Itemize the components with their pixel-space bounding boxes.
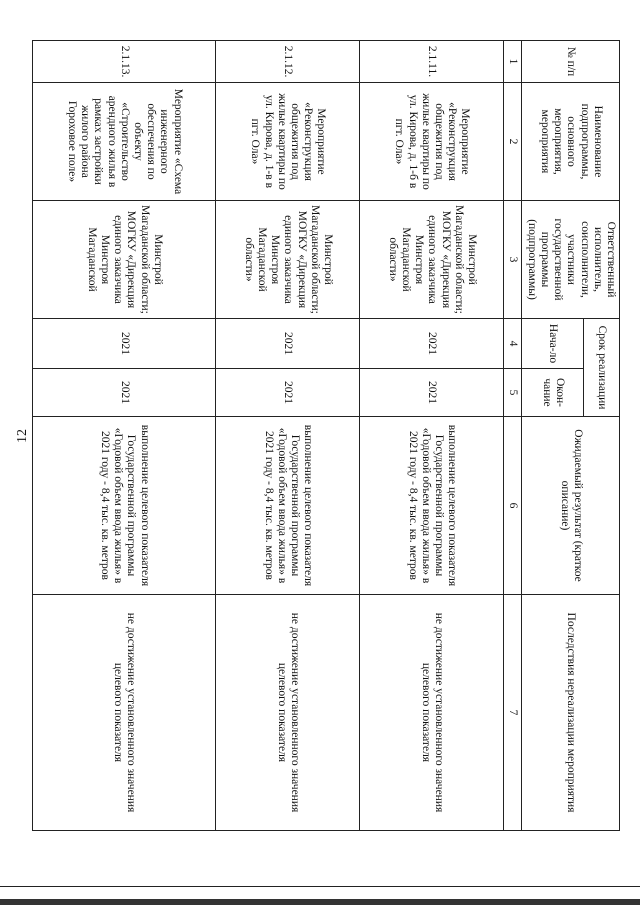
expected-result: выполнение целевого показателя Государственной программы «Годовой объем ввода жилья» в 2021 году - 8,4 тыс. кв. метров <box>216 417 360 595</box>
header-term: Срок реализации <box>584 319 620 417</box>
measure-name: Мероприятие «Реконструкция общежития под жилые квартиры по ул. Кирова, д. 1-в в пгт. Ола» <box>216 83 360 201</box>
measure-name: Мероприятие «Схема инженерного обеспечения по объекту «Строительство арендного жилья в рамках застройки жилого района Гороховое поле» <box>33 83 216 201</box>
consequences: не достижение установленного значения целевого показателя <box>216 595 360 831</box>
responsible-executor: Минстрой Магаданской области; МОГКУ «Дирекция единого заказчика Минстроя Магаданской <box>33 201 216 319</box>
rotated-page <box>65 40 620 830</box>
page-number: 12 <box>15 429 30 443</box>
row-number: 2.1.12. <box>216 41 360 83</box>
start-year: 2021 <box>216 319 360 369</box>
measure-name: Мероприятие «Реконструкция общежития под жилые квартиры по ул. Кирова, д. 1-б в пгт. Ола» <box>360 83 504 201</box>
scan-edge-line <box>0 886 640 887</box>
measures-table <box>32 40 620 831</box>
header-start: Нача-ло <box>522 319 584 369</box>
consequences: не достижение установленного значения целевого показателя <box>360 595 504 831</box>
column-number: 3 <box>504 201 522 319</box>
header-end: Окон-чание <box>522 369 584 417</box>
table-row <box>216 41 360 831</box>
start-year: 2021 <box>360 319 504 369</box>
end-year: 2021 <box>360 369 504 417</box>
expected-result: выполнение целевого показателя Государственной программы «Годовой объем ввода жилья» в 2021 году - 8,4 тыс. кв. метров <box>360 417 504 595</box>
header-responsible: Ответственный исполнитель, соисполнители, участники государственной программы (подпрограммы) <box>522 201 620 319</box>
header-consequences: Последствия нереализации мероприятия <box>522 595 620 831</box>
row-number: 2.1.13. <box>33 41 216 83</box>
row-number: 2.1.11. <box>360 41 504 83</box>
table-row <box>360 41 504 831</box>
end-year: 2021 <box>216 369 360 417</box>
start-year: 2021 <box>33 319 216 369</box>
column-number: 2 <box>504 83 522 201</box>
expected-result: выполнение целевого показателя Государственной программы «Годовой объем ввода жилья» в 2021 году - 8,4 тыс. кв. метров <box>33 417 216 595</box>
header-no: № п/п <box>522 41 620 83</box>
responsible-executor: Минстрой Магаданской области; МОГКУ «Дирекция единого заказчика Минстроя Магаданской области» <box>216 201 360 319</box>
column-number: 6 <box>504 417 522 595</box>
column-number: 4 <box>504 319 522 369</box>
column-number: 1 <box>504 41 522 83</box>
header-name: Наименование подпрограммы, основного мероприятия, мероприятия <box>522 83 620 201</box>
column-number: 7 <box>504 595 522 831</box>
header-row <box>584 41 620 831</box>
responsible-executor: Минстрой Магаданской области; МОГКУ «Дирекция единого заказчика Минстроя Магаданской области» <box>360 201 504 319</box>
table-row <box>33 41 216 831</box>
scan-edge-band <box>0 899 640 905</box>
column-number: 5 <box>504 369 522 417</box>
header-result: Ожидаемый результат (краткое описание) <box>522 417 620 595</box>
consequences: не достижение установленного значения целевого показателя <box>33 595 216 831</box>
end-year: 2021 <box>33 369 216 417</box>
column-number-row <box>504 41 522 831</box>
